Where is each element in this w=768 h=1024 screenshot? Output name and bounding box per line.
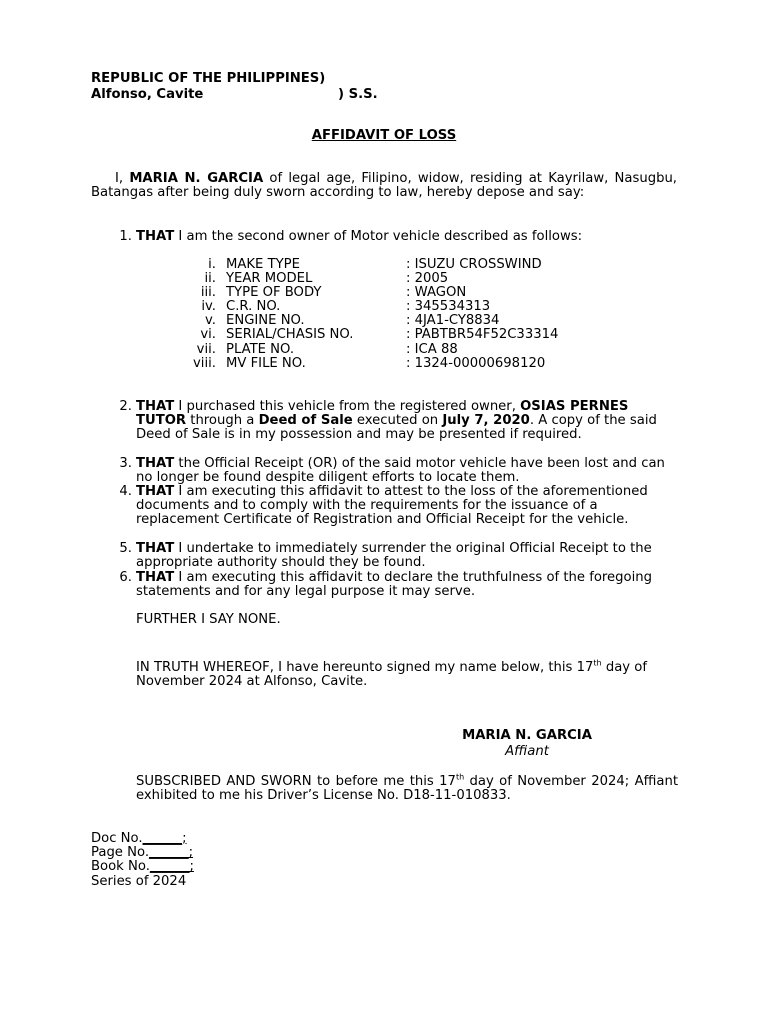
item-4-number: 4. xyxy=(119,484,132,499)
signature-block xyxy=(452,729,602,759)
item-1-number: 1. xyxy=(119,229,132,244)
venue-line-1: REPUBLIC OF THE PHILIPPINES) xyxy=(91,71,326,86)
spec-row: viii. MV FILE NO. : 1324-00000698120 xyxy=(193,356,546,371)
affiant-name: MARIA N. GARCIA xyxy=(129,171,264,186)
sale-date: July 7, 2020 xyxy=(442,413,530,429)
item-5-number: 5. xyxy=(119,541,132,556)
item-1: THAT I am the second owner of Motor vehicle described as follows: xyxy=(136,229,583,244)
item-6: THAT I am executing this affidavit to declare the truthfulness of the foregoing statements and for any legal purpose it may serve. xyxy=(136,570,652,600)
spec-row: iii. TYPE OF BODY : WAGON xyxy=(200,285,467,300)
registered-owner: OSIAS PERNES TUTOR xyxy=(136,399,629,429)
spec-row: iv. C.R. NO. : 345534313 xyxy=(201,299,491,314)
signatory-role: Affiant xyxy=(505,744,549,760)
venue-block xyxy=(91,72,378,104)
book-no-line: Book No.______; xyxy=(91,859,194,875)
spec-row: vi. SERIAL/CHASIS NO. : PABTBR54F52C33314 xyxy=(200,327,559,342)
item-2-number: 2. xyxy=(119,399,132,414)
venue-place: Alfonso, Cavite xyxy=(91,87,204,102)
spec-row: vii. PLATE NO. : ICA 88 xyxy=(196,342,458,357)
intro-paragraph: I, MARIA N. GARCIA of legal age, Filipino, widow, residing at Kayrilaw, Nasugbu, Batangas after being duly sworn according to law, hereby depose and say: xyxy=(91,171,677,201)
item-3-number: 3. xyxy=(119,456,132,471)
truth-whereof-paragraph: IN TRUTH WHEREOF, I have hereunto signed my name below, this 17th day of November 2024 at Alfonso, Cavite. xyxy=(136,658,647,690)
item-4: THAT I am executing this affidavit to attest to the loss of the aforementioned documents and to comply with the requirements for the issuance of a replacement Certificate of Registration and Official Receipt for the vehicle. xyxy=(136,484,648,528)
page-no-line: Page No.______; xyxy=(91,845,194,861)
venue-ss: ) S.S. xyxy=(338,87,378,102)
item-3: THAT the Official Receipt (OR) of the said motor vehicle have been lost and can no longer be found despite diligent efforts to locate them. xyxy=(136,456,665,486)
item-5: THAT I undertake to immediately surrender the original Official Receipt to the appropriate authority should they be found. xyxy=(136,541,652,571)
notarial-register xyxy=(91,832,194,889)
spec-row: ii. YEAR MODEL : 2005 xyxy=(204,271,449,286)
doc-no-line: Doc No.______; xyxy=(91,831,187,846)
spec-row: v. ENGINE NO. : 4JA1-CY8834 xyxy=(205,313,500,328)
spec-row: i. MAKE TYPE : ISUZU CROSSWIND xyxy=(208,257,542,272)
series-line: Series of 2024 xyxy=(91,873,187,889)
jurat-paragraph: SUBSCRIBED AND SWORN to before me this 17th day of November 2024; Affiant exhibited to me his Driver’s License No. D18-11-010833. xyxy=(136,772,678,804)
item-2: THAT I purchased this vehicle from the registered owner, OSIAS PERNES TUTOR through a Deed of Sale executed on July 7, 2020. A copy of the said Deed of Sale is in my possession and may be presented if required. xyxy=(136,399,657,443)
further-statement: FURTHER I SAY NONE. xyxy=(136,612,281,627)
signatory-name: MARIA N. GARCIA xyxy=(462,728,592,743)
document-title: AFFIDAVIT OF LOSS xyxy=(311,128,457,143)
venue-line-2 xyxy=(91,88,378,104)
item-6-number: 6. xyxy=(119,570,132,585)
